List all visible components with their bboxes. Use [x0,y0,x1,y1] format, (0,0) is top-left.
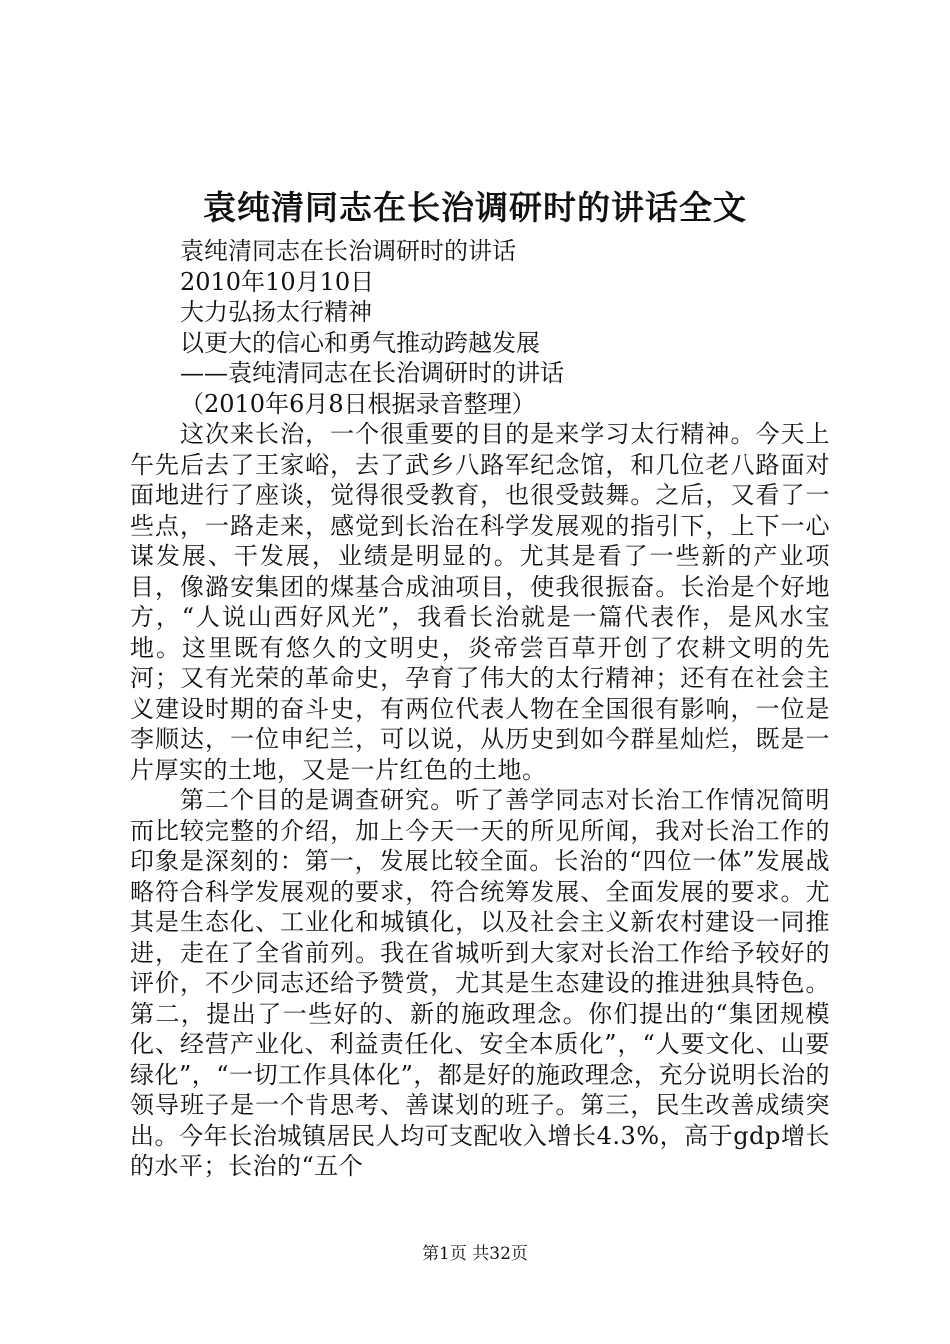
page-footer: 第1页 共32页 [422,1244,528,1264]
paragraph: 这次来长治，一个很重要的目的是来学习太行精神。今天上午先后去了王家峪，去了武乡八路军纪念馆，和几位老八路面对面地进行了座谈，觉得很受教育，也很受鼓舞。之后，又看了一些点，一路走来，感觉到长治在科学发展观的指引下，上下一心谋发展、干发展，业绩是明显的。尤其是看了一些新的产业项目，像潞安集团的煤基合成油项目，使我很振奋。长治是个好地方，“人说山西好风光”，我看长治就是一篇代表作，是风水宝地。这里既有悠久的文明史，炎帝尝百草开创了农耕文明的先河；又有光荣的革命史，孕育了伟大的太行精神；还有在社会主义建设时期的奋斗史，有两位代表人物在全国很有影响，一位是李顺达，一位申纪兰，可以说，从历史到如今群星灿烂，既是一片厚实的土地，又是一片红色的土地。 [130,420,830,784]
heading-line: 大力弘扬太行精神 [180,298,372,326]
byline: ——袁纯清同志在长治调研时的讲话 [180,359,564,387]
date-line: 2010年10月10日 [180,267,375,296]
paragraph: 第二个目的是调查研究。听了善学同志对长治工作情况简明而比较完整的介绍，加上今天一天的所见所闻，我对长治工作的印象是深刻的：第一，发展比较全面。长治的“四位一体”发展战略符合科学发展观的要求，符合统筹发展、全面发展的要求。尤其是生态化、工业化和城镇化，以及社会主义新农村建设一同推进，走在了全省前列。我在省城听到大家对长治工作给予较好的评价，不少同志还给予赞赏，尤其是生态建设的推进独具特色。第二，提出了一些好的、新的施政理念。你们提出的“集团规模化、经营产业化、利益责任化、安全本质化”，“人要文化、山要绿化”，“一切工作具体化”，都是好的施政理念，充分说明长治的领导班子是一个肯思考、善谋划的班子。第三，民生改善成绩突出。今年长治城镇居民人均可支配收入增长4.3%，高于gdp增长的水平；长治的“五个 [130,786,830,1180]
document-title: 袁纯清同志在长治调研时的讲话全文 [203,188,747,227]
subtitle-line: 袁纯清同志在长治调研时的讲话 [180,237,516,265]
heading-line: 以更大的信心和勇气推动跨越发展 [180,328,540,357]
document-body [130,236,830,1182]
note-line: （2010年6月8日根据录音整理） [180,389,536,418]
